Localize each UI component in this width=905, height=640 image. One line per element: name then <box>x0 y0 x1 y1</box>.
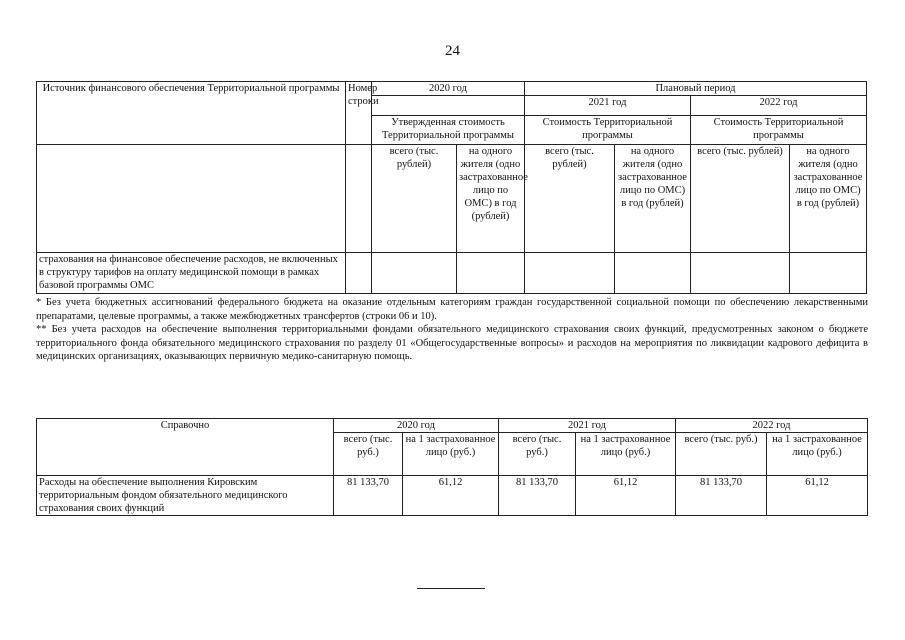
separator-line <box>417 588 485 589</box>
header-empty-cell <box>37 145 346 253</box>
page-number: 24 <box>445 43 460 59</box>
header-year-2022: 2022 год <box>676 419 868 433</box>
header-total-2020: всего (тыс. рублей) <box>372 145 457 253</box>
header-approved-cost-2020: Утвержденная стоимость Территориальной программы <box>372 116 525 145</box>
table-cell <box>372 253 457 294</box>
value-per-insured-2022: 61,12 <box>767 476 868 516</box>
value-total-2022: 81 133,70 <box>676 476 767 516</box>
header-year-2020: 2020 год <box>334 419 499 433</box>
header-total-2021: всего (тыс. руб.) <box>499 433 576 476</box>
table-cell <box>691 253 790 294</box>
header-planned-period: Плановый период <box>525 82 867 96</box>
header-per-capita-2021: на одного жителя (одно застрахованное лицо по ОМС) в год (рублей) <box>615 145 691 253</box>
header-cost-2021: Стоимость Территориальной программы <box>525 116 691 145</box>
value-total-2021: 81 133,70 <box>499 476 576 516</box>
header-total-2022: всего (тыс. руб.) <box>676 433 767 476</box>
header-per-insured-2022: на 1 застрахованное лицо (руб.) <box>767 433 868 476</box>
table-row-label: Расходы на обеспечение выполнения Кировским территориальным фондом обязательного медицинского страхования своих функций <box>37 476 334 516</box>
table-cell <box>457 253 525 294</box>
header-per-insured-2020: на 1 застрахованное лицо (руб.) <box>403 433 499 476</box>
reference-table <box>36 418 868 516</box>
header-reference: Справочно <box>37 419 334 476</box>
header-year-2020: 2020 год <box>372 82 525 96</box>
table-cell <box>346 253 372 294</box>
value-per-insured-2020: 61,12 <box>403 476 499 516</box>
table-row-label: страхования на финансовое обеспечение расходов, не включенных в структуру тарифов на оплату медицинской помощи в рамках базовой программы ОМС <box>37 253 346 294</box>
header-per-insured-2021: на 1 застрахованное лицо (руб.) <box>576 433 676 476</box>
header-empty-cell <box>346 145 372 253</box>
header-row-number: Номер строки <box>346 82 372 145</box>
header-year-2022: 2022 год <box>691 96 867 116</box>
table-cell <box>525 253 615 294</box>
footnotes <box>36 296 868 364</box>
header-year-2021: 2021 год <box>499 419 676 433</box>
footnote-1: * Без учета бюджетных ассигнований федерального бюджета на оказание отдельным категориям граждан государственной социальной помощи по обеспечению лекарственными препаратами, целевые программы, а также межбюджетных трансфертов (строки 06 и 10). <box>36 297 868 322</box>
table-cell <box>615 253 691 294</box>
header-per-capita-2022: на одного жителя (одно застрахованное лицо по ОМС) в год (рублей) <box>790 145 867 253</box>
header-total-2020: всего (тыс. руб.) <box>334 433 403 476</box>
header-cost-2022: Стоимость Территориальной программы <box>691 116 867 145</box>
header-source: Источник финансового обеспечения Территориальной программы <box>37 82 346 145</box>
header-year-2021: 2021 год <box>525 96 691 116</box>
footnote-2: ** Без учета расходов на обеспечение выполнения территориальными фондами обязательного медицинского страхования своих функций, предусмотренных законом о бюджете территориального фонда обязательного медицинского страхования по разделу 01 «Общегосударственные вопросы» и расходов на мероприятия по ликвидации кадрового дефицита в медицинских организациях, оказывающих первичную медико-санитарную помощь. <box>36 324 868 362</box>
header-total-2022: всего (тыс. рублей) <box>691 145 790 253</box>
territorial-program-table <box>36 81 867 294</box>
value-total-2020: 81 133,70 <box>334 476 403 516</box>
header-total-2021: всего (тыс. рублей) <box>525 145 615 253</box>
header-per-capita-2020: на одного жителя (одно застрахованное лицо по ОМС) в год (рублей) <box>457 145 525 253</box>
header-empty-cell <box>372 96 525 116</box>
table-cell <box>790 253 867 294</box>
value-per-insured-2021: 61,12 <box>576 476 676 516</box>
